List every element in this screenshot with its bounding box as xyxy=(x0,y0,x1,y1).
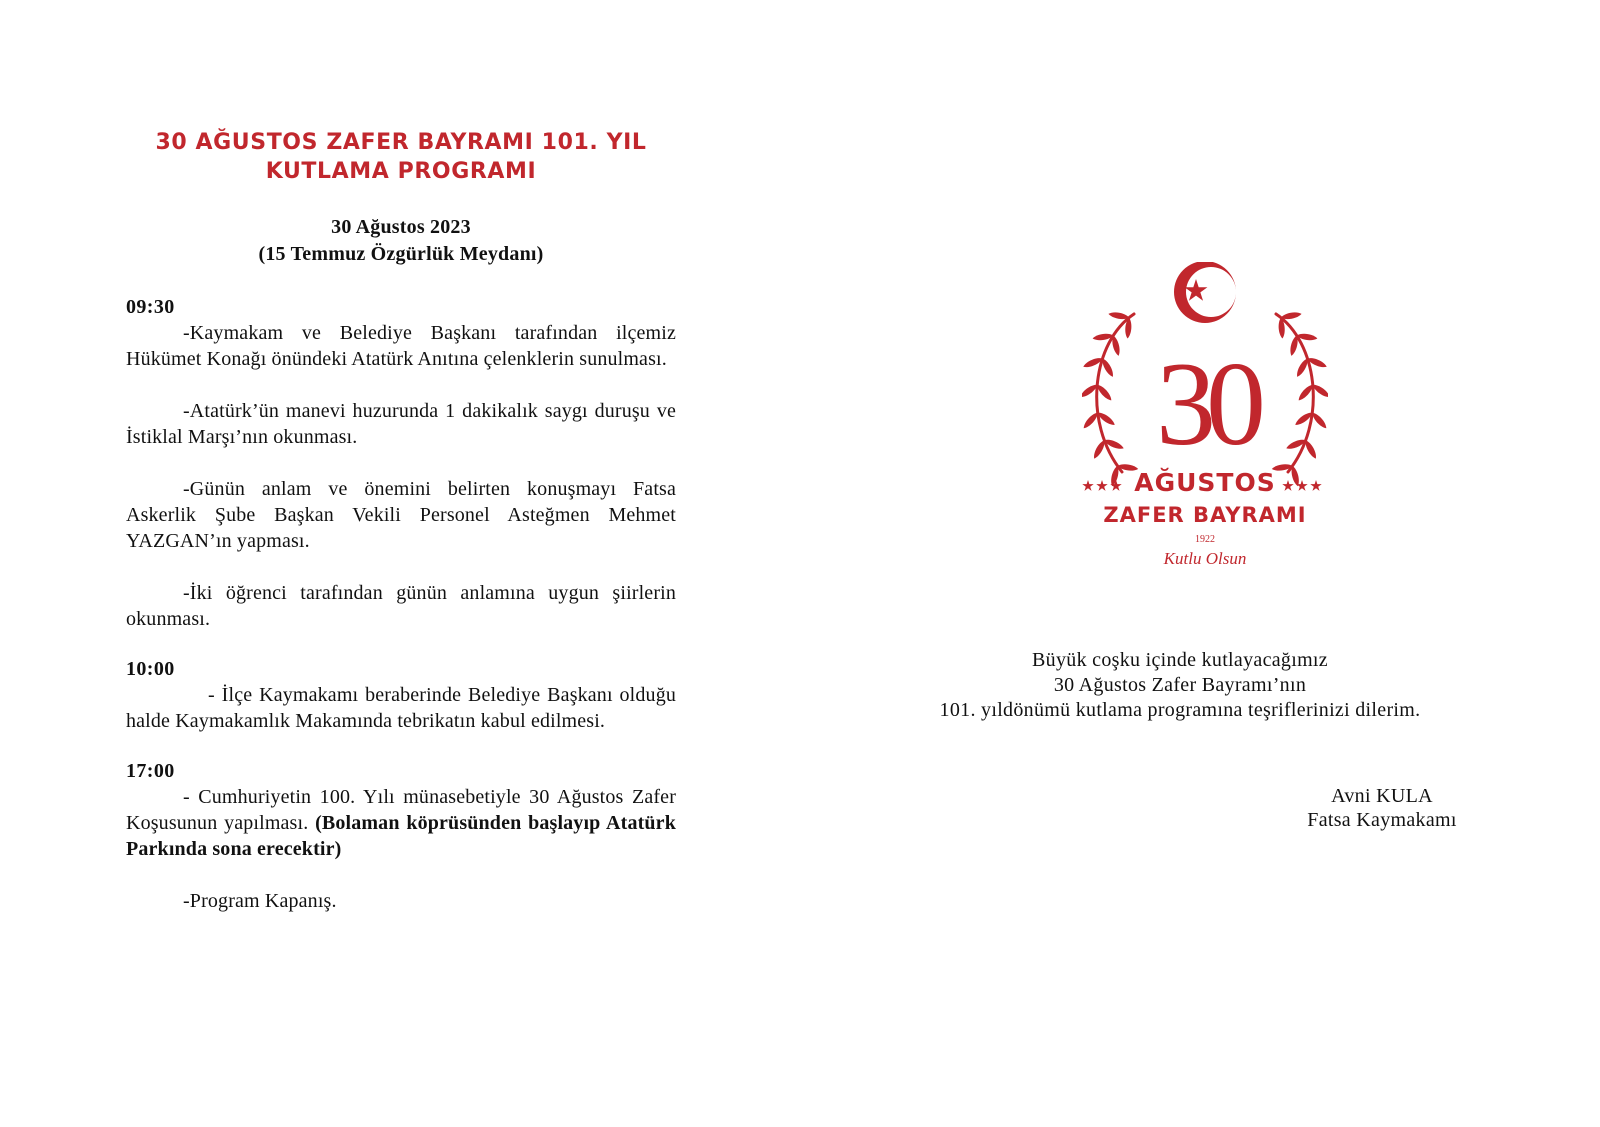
emblem-year: 1922 xyxy=(1195,534,1215,545)
emblem-number: 30 xyxy=(1156,337,1256,470)
star-icon xyxy=(1282,480,1293,491)
emblem-month: AĞUSTOS xyxy=(1134,468,1276,497)
emblem-name: ZAFER BAYRAMI xyxy=(1103,503,1307,527)
program-item: -Atatürk’ün manevi huzurunda 1 dakikalık saygı duruşu ve İstiklal Marşı’nın okunması. xyxy=(126,400,676,448)
crescent-star-icon xyxy=(1174,262,1236,323)
time-label-1700: 17:00 xyxy=(126,760,175,782)
program-item: -Günün anlam ve önemini belirten konuşmayı Fatsa Askerlik Şube Başkan Vekili Personel Asteğmen Mehmet YAZGAN’ın yapması. xyxy=(126,478,676,552)
program-item-text: - Cumhuriyetin 100. Yılı münasebetiyle 30 Ağustos Zafer Koşusunun yapılması. xyxy=(126,786,676,834)
invitation-text xyxy=(880,648,1480,723)
signature-block xyxy=(1282,784,1482,832)
victory-day-emblem xyxy=(1082,262,1328,584)
star-icon xyxy=(1310,480,1321,491)
program-location: (15 Temmuz Özgürlük Meydanı) xyxy=(258,243,544,265)
program-item-route-note: (Bolaman köprüsünden başlayıp Atatürk Parkında sona erecektir) xyxy=(126,812,676,860)
invitation-line: 30 Ağustos Zafer Bayramı’nın xyxy=(1053,674,1307,696)
program-item: -Kaymakam ve Belediye Başkanı tarafından ilçemiz Hükümet Konağı önündeki Atatürk Anıtına çelenklerin sunulması. xyxy=(126,322,676,370)
time-label-1000: 10:00 xyxy=(126,658,175,680)
signature-title: Fatsa Kaymakamı xyxy=(1307,809,1457,831)
invitation-line: Büyük coşku içinde kutlayacağımız xyxy=(1032,649,1328,671)
time-label-0930: 09:30 xyxy=(126,296,175,318)
program-item xyxy=(126,784,676,862)
program-date-block xyxy=(126,214,676,268)
program-title-line1: 30 AĞUSTOS ZAFER BAYRAMI 101. YIL xyxy=(155,130,647,155)
program-item: - İlçe Kaymakamı beraberinde Belediye Başkanı olduğu halde Kaymakamlık Makamında tebrikatın kabul edilmesi. xyxy=(126,684,676,732)
program-date: 30 Ağustos 2023 xyxy=(331,216,471,238)
star-icon xyxy=(1096,480,1107,491)
star-icon xyxy=(1082,480,1093,491)
program-item-closing: -Program Kapanış. xyxy=(183,890,337,912)
invitation-line: 101. yıldönümü kutlama programına teşriflerinizi dilerim. xyxy=(939,699,1421,721)
emblem-greeting: Kutlu Olsun xyxy=(1163,549,1247,568)
program-title xyxy=(126,128,676,186)
laurel-leaf xyxy=(1310,411,1328,431)
program-column xyxy=(126,128,676,914)
laurel-leaf xyxy=(1082,411,1100,431)
program-item: -İki öğrenci tarafından günün anlamına uygun şiirlerin okunması. xyxy=(126,582,676,630)
program-title-line2: KUTLAMA PROGRAMI xyxy=(265,159,537,184)
signature-name: Avni KULA xyxy=(1331,785,1433,807)
